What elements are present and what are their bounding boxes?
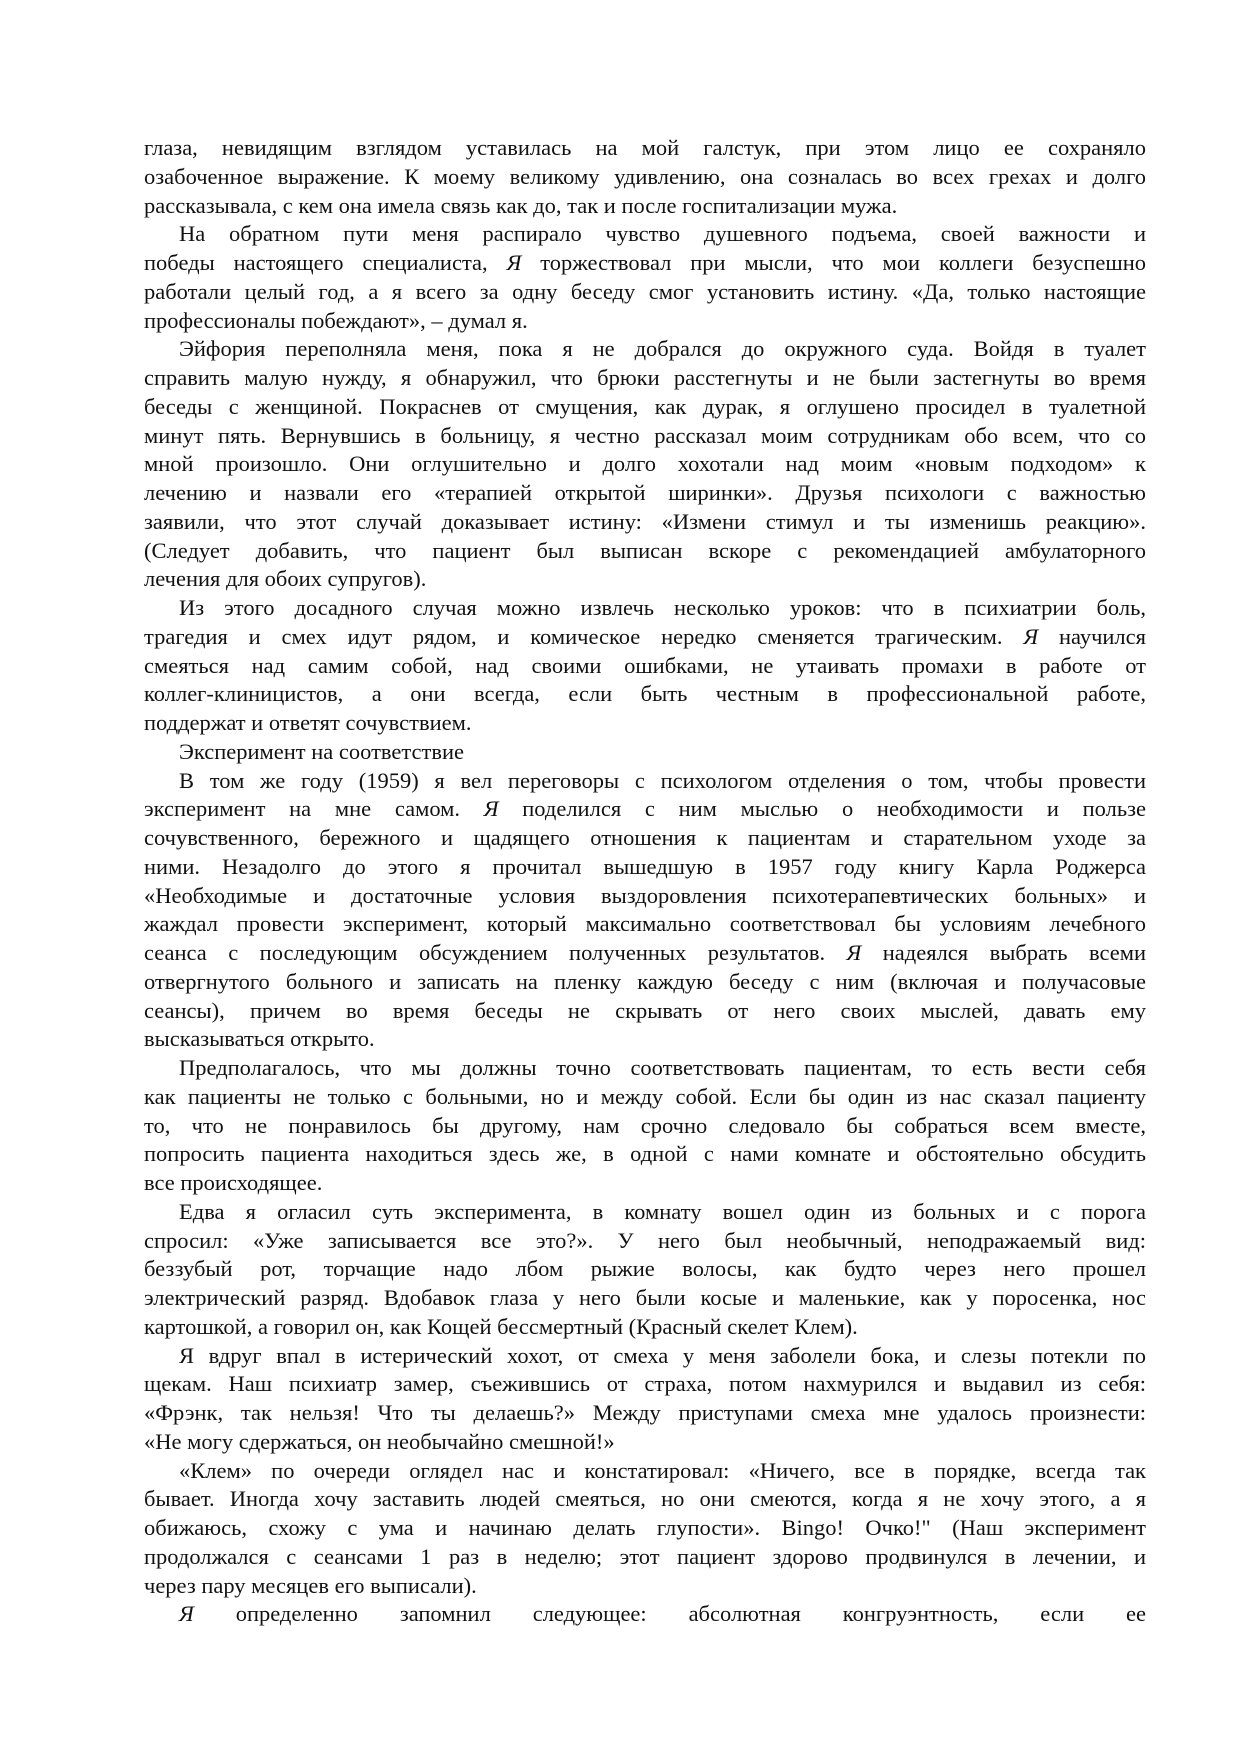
text-line: Эксперимент на соответствие — [179, 738, 464, 764]
text-line: рассказывала, с кем она имела связь как до, так и после госпитализации мужа. — [144, 192, 898, 218]
text-line: победы настоящего специалиста, Я торжествовал при мысли, что мои коллеги безуспешно — [144, 250, 1146, 275]
text-line: В том же году (1959) я вел переговоры с психологом отделения о том, чтобы провести — [179, 767, 1146, 793]
text-line: через пару месяцев его выписали). — [144, 1572, 477, 1598]
text-line: Из этого досадного случая можно извлечь несколько уроков: что в психиатрии боль, — [179, 595, 1146, 620]
paragraph — [144, 1342, 1146, 1457]
paragraph — [144, 738, 1146, 767]
text-line: электрический разряд. Вдобавок глаза у него были косые и маленькие, как у поросенка, нос — [144, 1285, 1146, 1310]
paragraph — [144, 335, 1146, 594]
text-line: сеанса с последующим обсуждением полученных результатов. Я надеялся выбрать всеми — [144, 940, 1146, 965]
text-line: эксперимент на мне самом. Я поделился с ним мыслью о необходимости и пользе — [144, 796, 1146, 822]
text-line: поддержат и ответят сочувствием. — [144, 710, 472, 735]
text-line: сочувственного, бережного и щадящего отношения к пациентам и старательном уходе за — [144, 825, 1146, 850]
paragraph — [144, 1457, 1146, 1601]
text-line: заявили, что этот случай доказывает истину: «Измени стимул и ты изменишь реакцию». — [144, 508, 1146, 534]
text-line: Эйфория переполняла меня, пока я не добрался до окружного суда. Войдя в туалет — [179, 336, 1146, 362]
text-line: Предполагалось, что мы должны точно соответствовать пациентам, то есть вести себя — [179, 1055, 1146, 1080]
text-line: «Необходимые и достаточные условия выздоровления психотерапевтических больных» и — [144, 882, 1146, 908]
text-line: минут пять. Вернувшись в больницу, я честно рассказал моим сотрудникам обо всем, что со — [144, 422, 1146, 448]
text-line: Едва я огласил суть эксперимента, в комнату вошел один из больных и с порога — [179, 1198, 1146, 1224]
text-line: «Фрэнк, так нельзя! Что ты делаешь?» Между приступами смеха мне удалось произнести: — [144, 1400, 1146, 1425]
text-line: продолжался с сеансами 1 раз в неделю; этот пациент здорово продвинулся в лечении, и — [144, 1543, 1146, 1569]
text-line: то, что не понравилось бы другому, нам срочно следовало бы собраться всем вместе, — [144, 1112, 1146, 1138]
text-line: жаждал провести эксперимент, который максимально соответствовал бы условиям лечебного — [144, 911, 1146, 937]
text-line: щекам. Наш психиатр замер, съежившись от страха, потом нахмурился и выдавил из себя: — [144, 1371, 1146, 1397]
text-line: как пациенты не только с больными, но и между собой. Если бы один из нас сказал пациенту — [144, 1083, 1146, 1109]
text-line: озабоченное выражение. К моему великому удивлению, она созналась во всех грехах и долго — [144, 163, 1146, 189]
text-line: «Не могу сдержаться, он необычайно смешной!» — [144, 1428, 615, 1454]
text-line: профессионалы побеждают», – думал я. — [144, 307, 528, 333]
text-line: Я определенно запомнил следующее: абсолютная конгруэнтность, если ее — [179, 1601, 1146, 1627]
text-line: спросил: «Уже записывается все это?». У него был необычный, неподражаемый вид: — [144, 1227, 1146, 1253]
text-line: справить малую нужду, я обнаружил, что брюки расстегнуты и не были застегнуты во время — [144, 365, 1146, 390]
text-line: высказываться открыто. — [144, 1026, 375, 1052]
paragraph — [144, 1198, 1146, 1342]
text-line: лечению и назвали его «терапией открытой ширинки». Друзья психологи с важностью — [144, 480, 1146, 505]
document-page — [144, 134, 1146, 1629]
text-line: бывает. Иногда хочу заставить людей смеяться, но они смеются, когда я не хочу этого, а я — [144, 1486, 1146, 1512]
text-line: «Клем» по очереди оглядел нас и констатировал: «Ничего, все в порядке, всегда так — [179, 1457, 1146, 1483]
text-line: обижаюсь, схожу с ума и начинаю делать глупости». Bingo! Очко!" (Наш эксперимент — [144, 1515, 1146, 1540]
text-line: смеяться над самим собой, над своими ошибками, не утаивать промахи в работе от — [144, 652, 1146, 678]
text-line: лечения для обоих супругов). — [144, 566, 427, 592]
text-line: отвергнутого больного и записать на пленку каждую беседу с ним (включая и получасовые — [144, 968, 1146, 994]
text-line: беззубый рот, торчащие надо лбом рыжие волосы, как будто через него прошел — [144, 1256, 1146, 1282]
text-line: (Следует добавить, что пациент был выписан вскоре с рекомендацией амбулаторного — [144, 537, 1146, 563]
text-line: Я вдруг впал в истерический хохот, от смеха у меня заболели бока, и слезы потекли по — [179, 1342, 1146, 1368]
text-line: работали целый год, а я всего за одну беседу смог установить истину. «Да, только настоящие — [144, 278, 1146, 304]
paragraph — [144, 1054, 1146, 1198]
text-line: трагедия и смех идут рядом, и комическое нередко сменяется трагическим. Я научился — [144, 623, 1146, 649]
paragraph — [144, 134, 1146, 220]
paragraph — [144, 767, 1146, 1055]
text-line: попросить пациента находиться здесь же, в одной с нами комнате и обстоятельно обсудить — [144, 1141, 1146, 1167]
text-line: картошкой, а говорил он, как Кощей бессмертный (Красный скелет Клем). — [144, 1313, 858, 1339]
text-line: коллег-клиницистов, а они всегда, если быть честным в профессиональной работе, — [144, 681, 1146, 707]
text-line: глаза, невидящим взглядом уставилась на мой галстук, при этом лицо ее сохраняло — [144, 135, 1146, 160]
text-line: все происходящее. — [144, 1170, 323, 1195]
text-line: На обратном пути меня распирало чувство душевного подъема, своей важности и — [179, 221, 1146, 247]
paragraph — [144, 220, 1146, 335]
text-line: беседы с женщиной. Покраснев от смущения, как дурак, я оглушено просидел в туалетной — [144, 393, 1146, 419]
text-line: мной произошло. Они оглушительно и долго хохотали над моим «новым подходом» к — [144, 451, 1146, 477]
text-line: ними. Незадолго до этого я прочитал вышедшую в 1957 году книгу Карла Роджерса — [144, 853, 1146, 879]
paragraph — [144, 1600, 1146, 1629]
text-line: сеансы), причем во время беседы не скрывать от него своих мыслей, давать ему — [144, 997, 1146, 1023]
paragraph — [144, 594, 1146, 738]
